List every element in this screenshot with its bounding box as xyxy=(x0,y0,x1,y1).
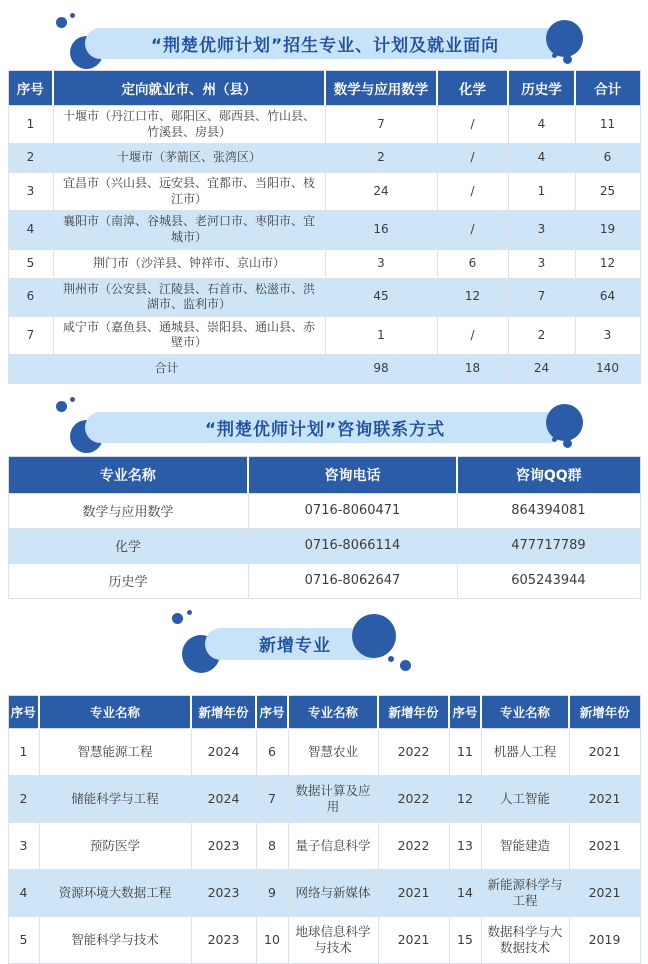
table-cell: 数据计算及应用 xyxy=(288,775,378,822)
table-cell: 机器人工程 xyxy=(481,728,569,775)
table-cell: 9 xyxy=(256,869,288,916)
table-cell: 8 xyxy=(256,822,288,869)
column-header: 新增年份 xyxy=(378,695,449,728)
column-header: 专业名称 xyxy=(39,695,191,728)
column-header: 序号 xyxy=(449,695,481,728)
table-cell: 3 xyxy=(325,249,437,278)
table-cell: 7 xyxy=(8,316,53,354)
table-cell: 64 xyxy=(575,278,640,316)
table-row xyxy=(8,728,640,775)
table-cell: 15 xyxy=(449,916,481,963)
column-header: 专业名称 xyxy=(288,695,378,728)
column-header: 咨询QQ群 xyxy=(457,456,640,493)
table-cell: 智慧农业 xyxy=(288,728,378,775)
table-cell: 咸宁市（嘉鱼县、通城县、崇阳县、通山县、赤壁市） xyxy=(53,316,325,354)
table-cell: 宜昌市（兴山县、远安县、宜都市、当阳市、枝江市） xyxy=(53,173,325,211)
table-cell: 智能建造 xyxy=(481,822,569,869)
table-cell: 1 xyxy=(8,106,53,144)
table-row xyxy=(8,528,640,563)
table-cell: 2 xyxy=(8,144,53,173)
contact-table xyxy=(8,456,641,599)
header-row xyxy=(8,695,640,728)
table-cell: 数据科学与大数据技术 xyxy=(481,916,569,963)
table-cell: 十堰市（丹江口市、郧阳区、郧西县、竹山县、竹溪县、房县） xyxy=(53,106,325,144)
table-cell: 6 xyxy=(256,728,288,775)
contact-table-head xyxy=(8,456,640,493)
table-cell: 18 xyxy=(437,354,508,383)
table-cell: 45 xyxy=(325,278,437,316)
table-cell: 25 xyxy=(575,173,640,211)
table-cell: 4 xyxy=(508,106,575,144)
table-cell: 2019 xyxy=(569,916,640,963)
new-majors-table xyxy=(8,695,641,964)
table-cell: 荆门市（沙洋县、钟祥市、京山市） xyxy=(53,249,325,278)
table-cell: 12 xyxy=(449,775,481,822)
header-row xyxy=(8,71,640,106)
total-label: 合计 xyxy=(8,354,325,383)
table-cell: 3 xyxy=(575,316,640,354)
table-cell: 网络与新媒体 xyxy=(288,869,378,916)
enrollment-plan-table-head xyxy=(8,71,640,106)
table-row xyxy=(8,563,640,598)
table-cell: / xyxy=(437,106,508,144)
table-cell: / xyxy=(437,144,508,173)
table-cell: 人工智能 xyxy=(481,775,569,822)
table-cell: 2021 xyxy=(569,775,640,822)
table-cell: 3 xyxy=(8,173,53,211)
contact-table-body xyxy=(8,493,640,598)
decor-dot-icon xyxy=(172,613,183,624)
enrollment-plan-table-body xyxy=(8,106,640,384)
decor-dot-icon xyxy=(70,397,75,402)
table-row xyxy=(8,211,640,249)
table-cell: 864394081 xyxy=(457,493,640,528)
decor-circle-icon xyxy=(546,20,583,57)
table-cell: 3 xyxy=(508,249,575,278)
table-cell: 智慧能源工程 xyxy=(39,728,191,775)
column-header: 历史学 xyxy=(508,71,575,106)
table-row xyxy=(8,822,640,869)
table-cell: 2021 xyxy=(378,869,449,916)
total-row xyxy=(8,354,640,383)
decor-dot-icon xyxy=(70,13,75,18)
table-cell: 2023 xyxy=(191,869,256,916)
table-cell: 2021 xyxy=(569,822,640,869)
table-cell: 3 xyxy=(508,211,575,249)
table-cell: 16 xyxy=(325,211,437,249)
decor-dot-icon xyxy=(400,660,411,671)
table-cell: 2021 xyxy=(569,869,640,916)
table-row xyxy=(8,869,640,916)
column-header: 序号 xyxy=(256,695,288,728)
table-cell: 12 xyxy=(575,249,640,278)
column-header: 数学与应用数学 xyxy=(325,71,437,106)
table-cell: / xyxy=(437,173,508,211)
table-cell: 13 xyxy=(449,822,481,869)
table-cell: 新能源科学与工程 xyxy=(481,869,569,916)
table-cell: 2022 xyxy=(378,822,449,869)
decor-dot-icon xyxy=(563,439,572,448)
table-cell: 14 xyxy=(449,869,481,916)
decor-dot-icon xyxy=(56,17,67,28)
decor-dot-icon xyxy=(552,437,557,442)
table-cell: 19 xyxy=(575,211,640,249)
table-cell: 7 xyxy=(508,278,575,316)
header-row xyxy=(8,456,640,493)
table-cell: 量子信息科学 xyxy=(288,822,378,869)
table-cell: 11 xyxy=(575,106,640,144)
table-cell: 2 xyxy=(508,316,575,354)
table-cell: / xyxy=(437,316,508,354)
table-cell: 2022 xyxy=(378,775,449,822)
decor-circle-icon xyxy=(352,614,396,658)
table-cell: 2023 xyxy=(191,822,256,869)
table-cell: 7 xyxy=(325,106,437,144)
table-cell: 477717789 xyxy=(457,528,640,563)
table-cell: 荆州市（公安县、江陵县、石首市、松滋市、洪湖市、监利市） xyxy=(53,278,325,316)
table-cell: 4 xyxy=(8,869,39,916)
table-cell: 2023 xyxy=(191,916,256,963)
decor-dot-icon xyxy=(388,656,394,662)
table-cell: 0716-8062647 xyxy=(248,563,457,598)
table-cell: 24 xyxy=(325,173,437,211)
table-cell: 2022 xyxy=(378,728,449,775)
column-header: 咨询电话 xyxy=(248,456,457,493)
column-header: 新增年份 xyxy=(191,695,256,728)
table-cell: 24 xyxy=(508,354,575,383)
new-majors-table-body xyxy=(8,728,640,963)
table-cell: 140 xyxy=(575,354,640,383)
table-cell: 储能科学与工程 xyxy=(39,775,191,822)
table-row xyxy=(8,173,640,211)
column-header: 新增年份 xyxy=(569,695,640,728)
section3-title: 新增专业 xyxy=(259,636,331,657)
enrollment-plan-table xyxy=(8,70,641,384)
table-cell: 5 xyxy=(8,249,53,278)
section1-banner xyxy=(0,8,648,64)
section3-banner xyxy=(0,609,648,669)
table-cell: 2 xyxy=(325,144,437,173)
column-header: 专业名称 xyxy=(481,695,569,728)
decor-dot-icon xyxy=(563,55,572,64)
table-cell: 10 xyxy=(256,916,288,963)
section2-title: “荆楚优师计划”咨询联系方式 xyxy=(204,419,446,440)
table-row xyxy=(8,278,640,316)
table-cell: 数学与应用数学 xyxy=(8,493,248,528)
table-cell: 11 xyxy=(449,728,481,775)
section2-banner xyxy=(0,392,648,448)
table-cell: 预防医学 xyxy=(39,822,191,869)
table-cell: 5 xyxy=(8,916,39,963)
table-row xyxy=(8,144,640,173)
table-cell: 98 xyxy=(325,354,437,383)
table-row xyxy=(8,249,640,278)
table-cell: 历史学 xyxy=(8,563,248,598)
decor-dot-icon xyxy=(552,53,557,58)
table-cell: 0716-8060471 xyxy=(248,493,457,528)
table-cell: 地球信息科学与技术 xyxy=(288,916,378,963)
section1-title: “荆楚优师计划”招生专业、计划及就业面向 xyxy=(150,36,500,56)
table-cell: 2024 xyxy=(191,775,256,822)
table-row xyxy=(8,106,640,144)
table-row xyxy=(8,493,640,528)
decor-dot-icon xyxy=(56,401,67,412)
table-cell: / xyxy=(437,211,508,249)
column-header: 序号 xyxy=(8,71,53,106)
column-header: 化学 xyxy=(437,71,508,106)
table-cell: 6 xyxy=(575,144,640,173)
new-majors-table-head xyxy=(8,695,640,728)
table-cell: 1 xyxy=(8,728,39,775)
table-cell: 4 xyxy=(508,144,575,173)
table-cell: 2024 xyxy=(191,728,256,775)
table-cell: 6 xyxy=(437,249,508,278)
table-cell: 6 xyxy=(8,278,53,316)
table-cell: 十堰市（茅箭区、张湾区） xyxy=(53,144,325,173)
table-row xyxy=(8,775,640,822)
table-cell: 智能科学与技术 xyxy=(39,916,191,963)
table-cell: 0716-8066114 xyxy=(248,528,457,563)
table-cell: 2 xyxy=(8,775,39,822)
table-cell: 12 xyxy=(437,278,508,316)
table-cell: 4 xyxy=(8,211,53,249)
section1-title-pill xyxy=(85,28,565,59)
table-row xyxy=(8,916,640,963)
column-header: 合计 xyxy=(575,71,640,106)
table-cell: 605243944 xyxy=(457,563,640,598)
table-cell: 1 xyxy=(325,316,437,354)
column-header: 序号 xyxy=(8,695,39,728)
table-cell: 化学 xyxy=(8,528,248,563)
section2-title-pill xyxy=(85,412,565,443)
table-cell: 2021 xyxy=(569,728,640,775)
decor-dot-icon xyxy=(187,610,192,615)
table-cell: 3 xyxy=(8,822,39,869)
table-cell: 2021 xyxy=(378,916,449,963)
column-header: 定向就业市、州（县） xyxy=(53,71,325,106)
table-cell: 7 xyxy=(256,775,288,822)
table-cell: 襄阳市（南漳、谷城县、老河口市、枣阳市、宜城市） xyxy=(53,211,325,249)
decor-circle-icon xyxy=(546,404,583,441)
table-cell: 资源环境大数据工程 xyxy=(39,869,191,916)
table-row xyxy=(8,316,640,354)
column-header: 专业名称 xyxy=(8,456,248,493)
table-cell: 1 xyxy=(508,173,575,211)
